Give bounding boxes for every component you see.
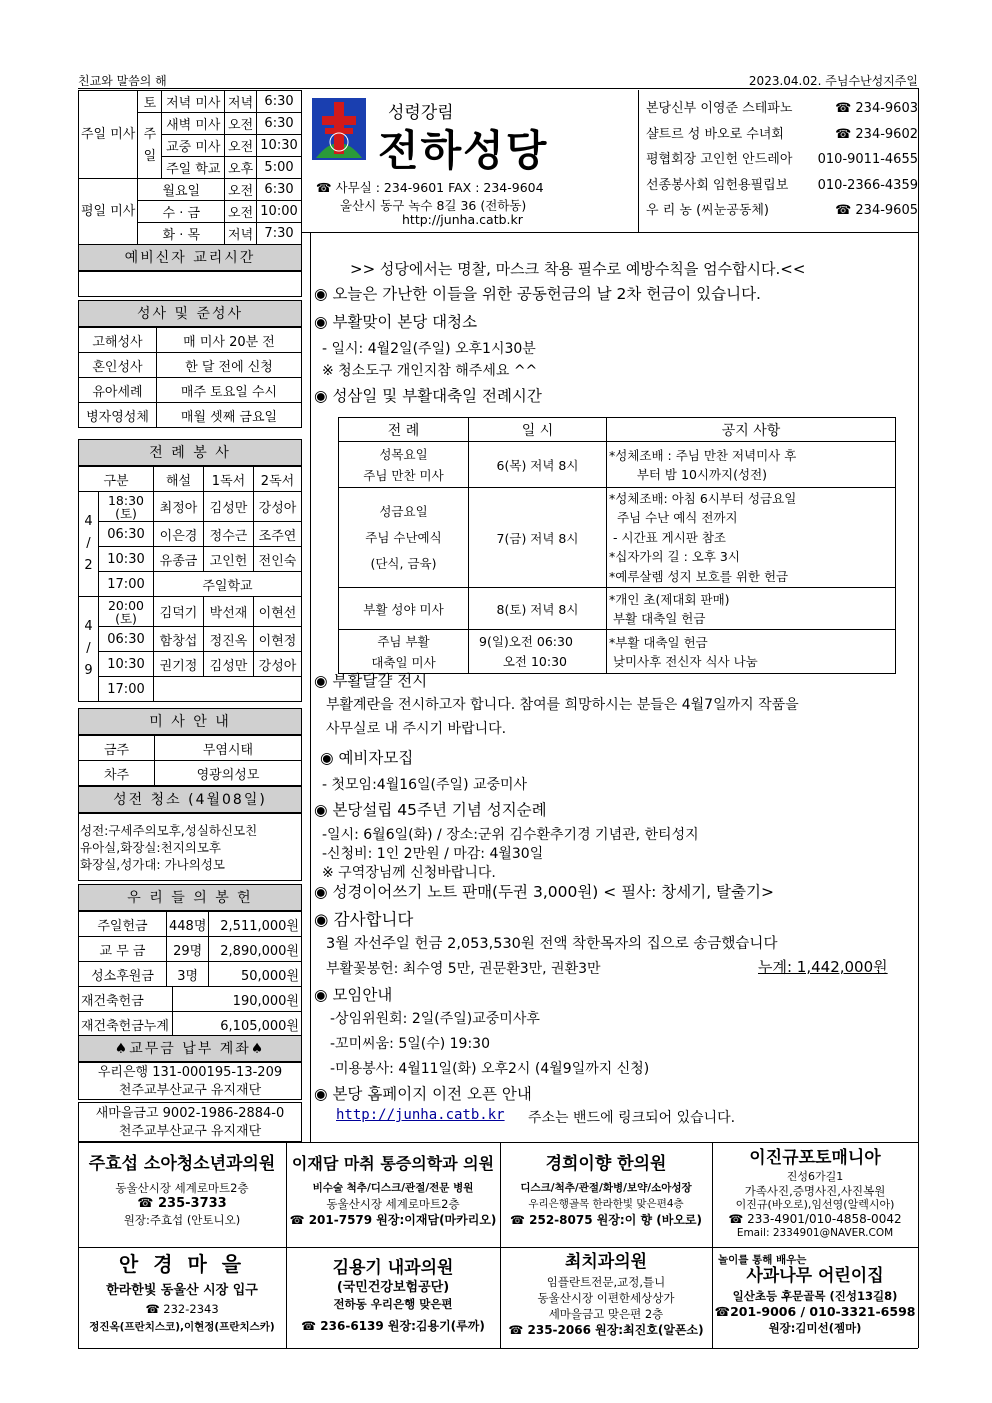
catechumen-heading: ◉ 예비자모집 xyxy=(320,749,414,767)
pilgrimage-heading: ◉ 본당설립 45주년 기념 성지순례 xyxy=(314,801,547,819)
issue-date: 2023.04.02. 주님수난성지주일 xyxy=(748,74,918,88)
account-1: 우리은행 131-000195-13-209 천주교부산교구 유지재단 xyxy=(78,1062,302,1100)
liturgy-table: 구분 해설 1독서 2독서 4 / 2 18:30 (토) 최정아 김성만 강성아 06:30 이은경 정수근 조주연 10:30 유종금 고인헌 전인숙 17:00 주일학교 4 / 9 20:00 (토) 김덕기 박선재 이현선 06:30 함창섭 정진옥 이현정 10:30 권기정 김성만 강성아 17:00 xyxy=(78,466,302,702)
church-url[interactable]: http://junha.catb.kr xyxy=(402,212,523,227)
contact-list: 본당신부 이영준 스테파노 ☎ 234-9603 샬트르 성 바오로 수녀회 ☎ 234-9602 평협회장 고인헌 안드레아 010-9011-4655 선종봉사회 임헌용필립보 010-2366-4359 우 리 농 (씨눈공동체) ☎ 234-9605 xyxy=(646,101,918,218)
bible-note-heading: ◉ 성경이어쓰기 노트 판매(두권 3,000원) < 필사: 창세기, 탈출기> xyxy=(314,883,774,901)
ad-internal-medicine: 김용기 내과의원 (국민건강보험공단) 전하동 우리은행 맞은편 ☎ 236-6139 원장:김용기(루까) xyxy=(301,1258,485,1333)
cleaning-title: 성전 청소 (4월08일) xyxy=(78,786,302,813)
triduum-table: 전 례 일 시 공지 사항 성목요일 주님 만찬 미사 6(목) 저녁 8시 *성체조배 : 주님 만찬 저녁미사 후 부터 밤 10시까지(성전) 성금요일 주님 수난예식 (단식, 금육) 7(금) 저녁 8시 *성체조배: 아침 6시부터 성금요일 주님 수난 예식 전까지 - 시간표 게시판 참조 *십자가의 길 : 오후 3시 *예루살렘 성지 보호를 위한 헌금 부활 성야 미사 8(토) 저녁 8시 *개인 초(제대회 판매) 부활 대축일 헌금 주님 부활 대축일 미사 9(일)오전 06:30 오전 10:30 *부활 대축일 헌금 낮미사후 전신자 식사 나눔 xyxy=(338,417,896,674)
mass-guide-title: 미 사 안 내 xyxy=(78,708,302,735)
egg-heading: ◉ 부활달걀 전시 xyxy=(314,672,428,690)
offering-title: 우 리 들 의 봉 헌 xyxy=(78,884,302,911)
account-2: 새마을금고 9002-1986-2884-0 천주교부산교구 유지재단 xyxy=(78,1102,302,1142)
catechumen-title: 예비신자 교리시간 xyxy=(78,244,302,271)
meeting-heading: ◉ 모임안내 xyxy=(314,986,393,1004)
account-title: ♠교무금 납부 계좌♠ xyxy=(78,1035,302,1062)
office-phone: ☎ 사무실 : 234-9601 FAX : 234-9604 xyxy=(316,180,544,195)
ad-dental-clinic: 최치과의원 임플란트전문,교정,틀니 동울산시장 이편한세상상가 세마을금고 맞은편 2층 ☎ 235-2066 원장:최진호(알폰소) xyxy=(508,1252,704,1337)
offering-table: 주일헌금 448명 2,511,000원 교 무 금 29명 2,890,000원 성소후원금 3명 50,000원 xyxy=(78,911,302,987)
thanks-heading: ◉ 감사합니다 xyxy=(314,910,414,929)
flower-total: 누계: 1,442,000원 xyxy=(758,958,888,976)
mass-schedule: 주일 미사 토 저녁 미사 저녁 6:30 주 일 새벽 미사 오전 6:30 교중 미사 오전 10:30 주일 학교 오후 5:00 평일 미사 월요일 오전 6:30 수 · 금 오전 10:00 화 · 목 저녁 7:30 xyxy=(78,90,302,245)
ad-pain-clinic: 이재담 마취 통증의학과 의원 비수술 척추/디스크/관절/전문 병원 동울산시장 세계로마트2층 ☎ 201-7579 원장:이재담(마카리오) xyxy=(289,1154,497,1227)
church-address: 울산시 동구 녹수 8길 36 (전하동) xyxy=(340,198,527,213)
weekday-mass-label: 평일 미사 xyxy=(79,179,138,245)
church-logo-icon xyxy=(312,98,366,160)
liturgy-title: 전 례 봉 사 xyxy=(78,439,302,466)
ad-daycare: 놀이를 통해 배우는 사과나무 어린이집 일산초등 후문골목 (진성13길8) ☎201-9006 / 010-3321-6598 원장:김미선(젬마) xyxy=(714,1254,916,1335)
cleaning-heading: ◉ 부활맞이 본당 대청소 xyxy=(314,313,478,331)
notice-line: >> 성당에서는 명찰, 마스크 착용 필수로 예방수칙을 엄수합시다.<< xyxy=(350,260,806,278)
homepage-heading: ◉ 본당 홈페이지 이전 오픈 안내 xyxy=(314,1085,532,1103)
catechumen-box xyxy=(78,271,302,297)
sacraments-table: 고해성사 매 미사 20분 전 혼인성사 한 달 전에 신청 유아세례 매주 토요일 수시 병자영성체 매월 셋째 금요일 xyxy=(78,327,302,428)
ad-photo-studio: 이진규포토매니아 진성6가길1 가족사진,증명사진,사진복원 이진규(바오로),임선영(알렉시아) ☎ 233-4901/010-4858-0042 Email: 2334901@NAVER.COM xyxy=(728,1148,902,1239)
year-theme: 친교와 말씀의 해 xyxy=(78,74,167,88)
ad-oriental-clinic: 경희이향 한의원 디스크/척추/관절/화병/보약/소아성장 우리은행골목 한라한빛 맞은편4층 ☎ 252-8075 원장:이 향 (바오로) xyxy=(510,1154,702,1227)
notice-offering: ◉ 오늘은 가난한 이들을 위한 공동헌금의 날 2차 헌금이 있습니다. xyxy=(314,285,761,303)
rebuild-table: 재건축헌금 190,000원 재건축헌금누계 6,105,000원 xyxy=(78,986,302,1037)
ad-optician: 안 경 마 을 한라한빛 동울산 시장 입구 ☎ 232-2343 정진옥(프란치스코),이현정(프란치스카) xyxy=(89,1252,275,1333)
ad-pediatrics: 주효섭 소아청소년과의원 동울산시장 세계로마트2층 ☎ 235-3733 원장:주효섭 (안토니오) xyxy=(88,1154,276,1227)
mass-guide-table: 금주 무염시태 차주 영광의성모 xyxy=(78,735,302,786)
sunday-mass-label: 주일 미사 xyxy=(79,91,138,179)
homepage-link[interactable]: http://junha.catb.kr xyxy=(336,1107,505,1123)
top-header xyxy=(78,72,918,89)
church-subtitle: 성령강림 xyxy=(388,103,454,123)
triduum-heading: ◉ 성삼일 및 부활대축일 전례시간 xyxy=(314,387,542,405)
church-name: 전하성당 xyxy=(378,126,549,175)
sacraments-title: 성사 및 준성사 xyxy=(78,300,302,327)
cleaning-box: 성전:구세주의모후,성실하신모친 유아실,화장실:천지의모후 화장실,성가대: 가나의성모 xyxy=(78,813,302,881)
